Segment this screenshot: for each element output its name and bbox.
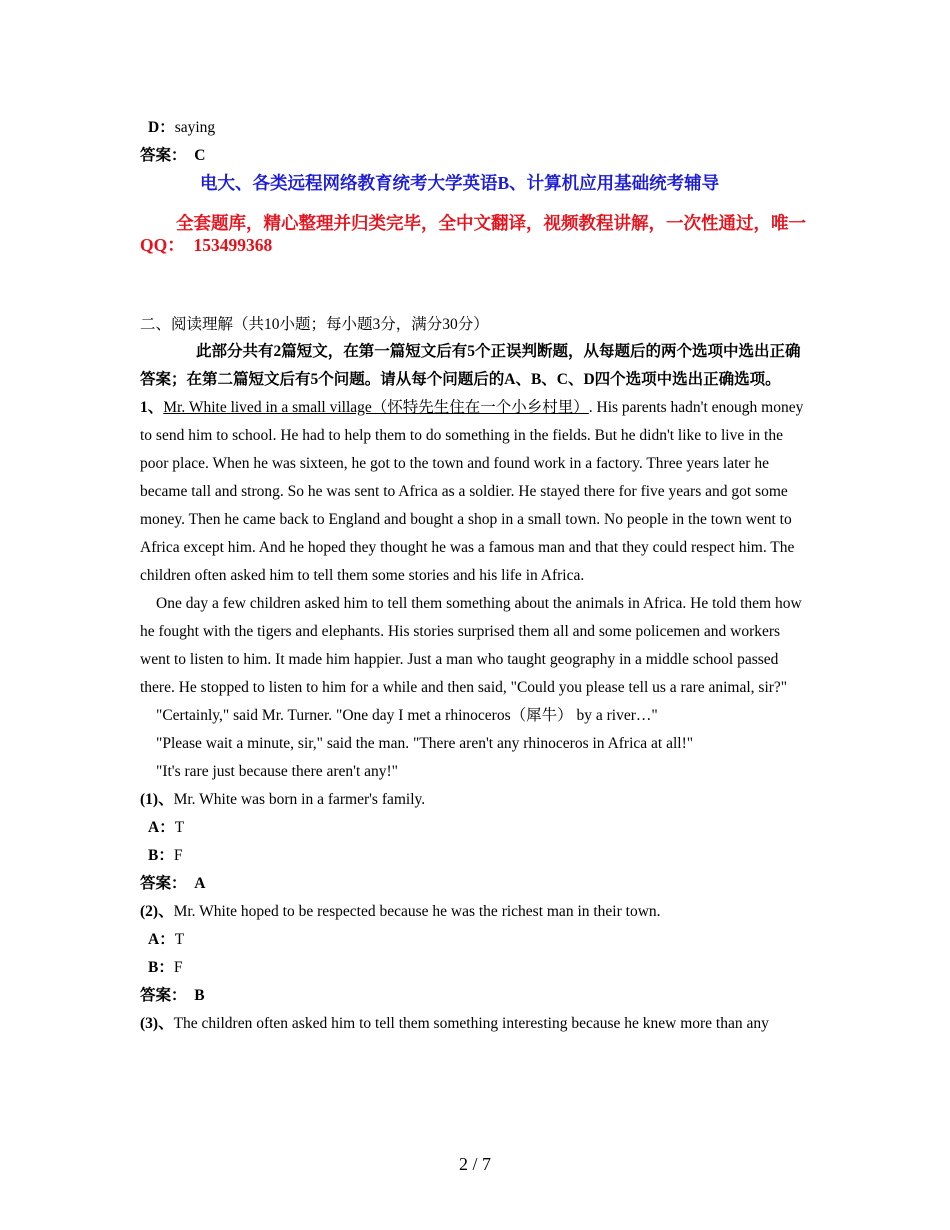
question-2-option-a: [140, 926, 810, 954]
ad-blue-line: 电大、各类远程网络教育统考大学英语B、计算机应用基础统考辅导: [200, 173, 720, 193]
question-3: [140, 1010, 810, 1038]
ad-red-line: 全套题库，精心整理并归类完毕，全中文翻译，视频教程讲解，一次性通过，唯一QQ： 153499368: [140, 213, 806, 255]
option-label: B：: [148, 959, 174, 976]
answer-label: 答案：: [140, 147, 187, 164]
passage-underlined-sentence: Mr. White lived in a small village（怀特先生住在一个小乡村里）: [163, 399, 589, 416]
option-d: [140, 114, 810, 142]
passage-paragraph-4: "Please wait a minute, sir," said the man. "There aren't any rhinoceros in Africa at all!": [156, 735, 694, 752]
answer-label: 答案：: [140, 875, 187, 892]
question-number: (1)、: [140, 791, 174, 808]
passage-number: 1、: [140, 399, 164, 416]
question-text: Mr. White hoped to be respected because he was the richest man in their town.: [173, 903, 661, 920]
option-label: B：: [148, 847, 174, 864]
question-1-option-b: [140, 842, 810, 870]
question-1: [140, 786, 810, 814]
answer-label: 答案：: [140, 987, 187, 1004]
question-number: (2)、: [140, 903, 174, 920]
passage-paragraph-2: One day a few children asked him to tell them something about the animals in Africa. He told them how he fought with the tigers and elephants. His stories surprised them all and some policemen and workers went to listen to him. It made him happier. Just a man who taught geography in a middle school passed there. He stopped to listen to him for a while and then said, "Could you please tell us a rare animal, sir?": [140, 595, 802, 696]
answer-value: C: [194, 147, 206, 164]
section-title: 二、阅读理解（共10小题；每小题3分，满分30分）: [140, 316, 489, 333]
answer-line: [140, 142, 810, 170]
option-text: F: [173, 959, 183, 976]
passage-paragraph-1: [140, 394, 810, 590]
option-text: F: [173, 847, 183, 864]
option-text: saying: [174, 119, 216, 136]
option-text: T: [174, 819, 185, 836]
question-1-option-a: [140, 814, 810, 842]
answer-value: B: [194, 987, 205, 1004]
passage-paragraph-5: "It's rare just because there aren't any!": [156, 763, 399, 780]
question-2: [140, 898, 810, 926]
passage-paragraph-3: "Certainly," said Mr. Turner. "One day I met a rhinoceros（犀牛） by a river…": [156, 707, 658, 724]
question-1-answer: [140, 870, 810, 898]
question-2-answer: [140, 982, 810, 1010]
document-page: [140, 114, 810, 1038]
option-label: A：: [148, 931, 175, 948]
question-2-option-b: [140, 954, 810, 982]
passage-text: . His parents hadn't enough money to send him to school. He had to help them to do something in the fields. But he didn't like to live in the poor place. When he was sixteen, he got to the town and found work in a factory. Three years later he became tall and strong. So he was sent to Africa as a soldier. He stayed there for five years and got some money. Then he came back to England and bought a shop in a small town. No people in the town went to Africa except him. And he hoped they thought he was a famous man and that they could respect him. The children often asked him to tell them some stories and his life in Africa.: [140, 399, 804, 584]
question-text: The children often asked him to tell them something interesting because he knew more than any: [173, 1015, 769, 1032]
option-text: T: [174, 931, 185, 948]
question-text: Mr. White was born in a farmer's family.: [173, 791, 426, 808]
answer-value: A: [194, 875, 206, 892]
page-number: 2 / 7: [458, 1154, 491, 1174]
question-number: (3)、: [140, 1015, 174, 1032]
option-label: D：: [148, 119, 175, 136]
option-label: A：: [148, 819, 175, 836]
section-intro: 此部分共有2篇短文，在第一篇短文后有5个正误判断题，从每题后的两个选项中选出正确答案；在第二篇短文后有5个问题。请从每个问题后的A、B、C、D四个选项中选出正确选项。: [140, 343, 801, 388]
